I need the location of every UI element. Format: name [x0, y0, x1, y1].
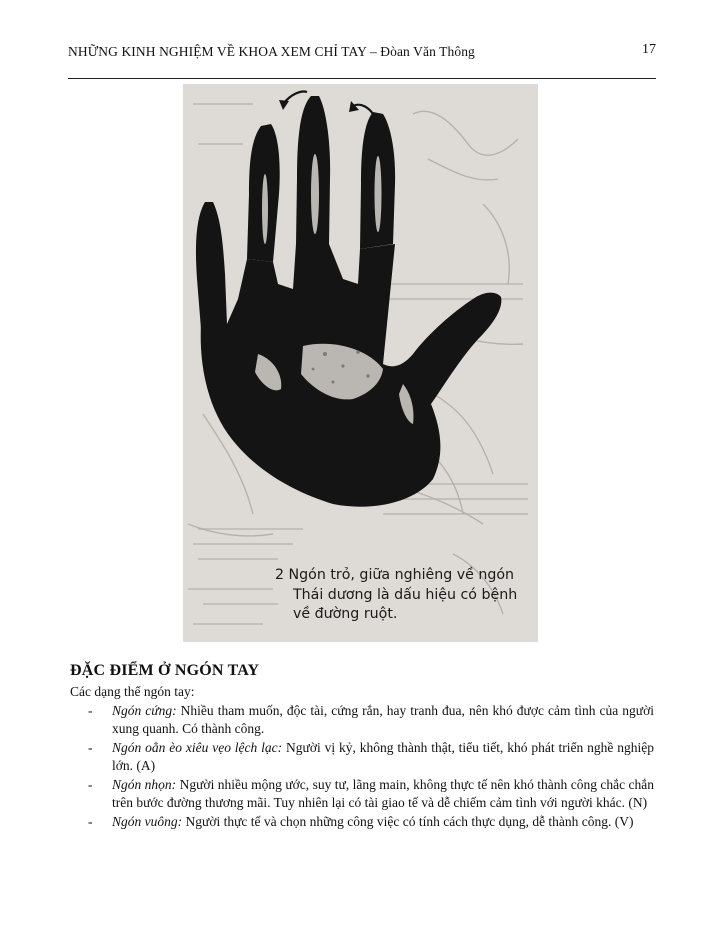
finger-type-list — [70, 702, 654, 832]
item-term: Ngón vuông: — [112, 813, 183, 829]
item-text: Người vị kỷ, không thành thật, tiểu tiết, khó phát triển nghề nghiệp lớn. (A) — [112, 739, 654, 773]
item-text: Người thực tế và chọn những công việc có tính cách thực dụng, dễ thành công. (V) — [182, 813, 634, 829]
bullet-dash: - — [88, 702, 93, 718]
list-item — [70, 776, 654, 813]
bullet-dash: - — [88, 739, 93, 755]
caption-line: về đường ruột. — [293, 606, 398, 622]
caption-line: 2 Ngón trỏ, giữa nghiêng về ngón — [275, 567, 515, 583]
caption-line: Thái dương là dấu hiệu có bệnh — [293, 586, 518, 603]
item-term: Ngón nhọn: — [112, 776, 177, 792]
section-title: ĐẶC ĐIỂM Ở NGÓN TAY — [70, 662, 260, 679]
item-text: Nhiều tham muốn, độc tài, cứng rắn, hay tranh đua, nên khó được cảm tình của người xung quanh. Có thành công. — [112, 702, 654, 736]
list-item — [70, 813, 654, 832]
page-header — [68, 38, 656, 79]
bullet-dash: - — [88, 813, 93, 829]
section-intro: Các dạng thể ngón tay: — [70, 684, 195, 699]
list-item — [70, 702, 654, 739]
page-number: 17 — [642, 42, 656, 57]
palm-drawing — [183, 84, 538, 642]
list-item — [70, 739, 654, 776]
bullet-dash: - — [88, 776, 93, 792]
item-term: Ngón cứng: — [112, 702, 177, 718]
palm-illustration — [183, 84, 538, 642]
figure-caption — [275, 566, 535, 625]
section-content — [70, 662, 654, 831]
item-text: Người nhiều mộng ước, suy tư, lãng main, không thực tế nên khó thành công chắc chắn trên bước đường thương mãi. Tuy nhiên lại có tài giao tế và dễ chiếm cảm tình với người khác. (N) — [112, 776, 655, 810]
item-term: Ngón oằn èo xiêu vẹo lệch lạc: — [112, 739, 283, 755]
header-title: NHỮNG KINH NGHIỆM VỀ KHOA XEM CHỈ TAY – Đòan Văn Thông — [68, 44, 475, 59]
